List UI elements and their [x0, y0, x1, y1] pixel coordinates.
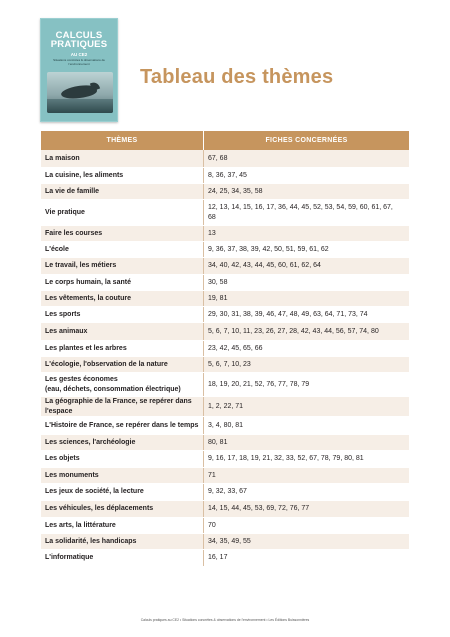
fiches-cell: 16, 17 — [208, 554, 228, 562]
table-row — [41, 291, 409, 307]
table-row — [41, 341, 409, 357]
table-row — [41, 357, 409, 373]
theme-cell: Vie pratique — [41, 200, 204, 225]
book-cover — [40, 18, 118, 122]
theme-cell: L'écologie, l'observation de la nature — [41, 357, 204, 372]
theme-cell: La cuisine, les aliments — [41, 168, 204, 183]
fiches-cell: 23, 42, 45, 65, 66 — [208, 344, 263, 352]
fiches-cell: 3, 4, 80, 81 — [208, 421, 244, 429]
fiches-cell: 67, 68 — [208, 154, 228, 162]
theme-cell: Les jeux de société, la lecture — [41, 484, 204, 500]
table-row — [41, 184, 409, 200]
table-row — [41, 373, 409, 397]
fiches-cell: 5, 6, 7, 10, 23 — [208, 360, 251, 368]
cover-level: AU CE2 — [70, 52, 88, 57]
fiches-cell: 13 — [208, 229, 216, 237]
table-row — [41, 242, 409, 258]
themes-table — [41, 131, 409, 567]
table-row — [41, 397, 409, 417]
theme-cell: Les arts, la littérature — [41, 518, 204, 533]
theme-cell: L'école — [41, 242, 204, 257]
fiches-cell: 24, 25, 34, 35, 58 — [208, 187, 263, 195]
table-row — [41, 258, 409, 275]
fiches-cell: 14, 15, 44, 45, 53, 69, 72, 76, 77 — [208, 505, 310, 513]
theme-cell: Les véhicules, les déplacements — [41, 501, 204, 517]
fiches-cell: 80, 81 — [208, 438, 228, 446]
cover-photo-whale — [47, 72, 113, 113]
theme-cell: Les monuments — [41, 468, 204, 483]
cover-title-line1: CALCULS — [55, 30, 103, 41]
fiches-cell: 9, 32, 33, 67 — [208, 488, 247, 496]
fiches-cell: 8, 36, 37, 45 — [208, 171, 247, 179]
fiches-cell: 9, 16, 17, 18, 19, 21, 32, 33, 52, 67, 78, 79, 80, 81 — [208, 455, 364, 463]
table-header — [41, 131, 409, 150]
cover-title — [41, 31, 117, 49]
fiches-cell: 12, 13, 14, 15, 16, 17, 36, 44, 45, 52, 53, 54, 59, 60, 61, 67, 68 — [208, 204, 393, 221]
cover-photo-sea — [47, 99, 113, 113]
table-row — [41, 168, 409, 184]
table-row — [41, 200, 409, 226]
fiches-cell: 34, 35, 49, 55 — [208, 537, 251, 545]
table-body — [41, 150, 409, 567]
fiches-cell: 34, 40, 42, 43, 44, 45, 60, 61, 62, 64 — [208, 262, 321, 270]
theme-cell: Faire les courses — [41, 226, 204, 241]
theme-cell: La géographie de la France, se repérer dans l'espace — [41, 397, 204, 416]
table-row — [41, 518, 409, 534]
theme-cell: Les vêtements, la couture — [41, 291, 204, 306]
page-title: Tableau des thèmes — [140, 66, 334, 88]
table-row — [41, 468, 409, 484]
theme-cell: La vie de famille — [41, 184, 204, 199]
theme-cell: Le travail, les métiers — [41, 258, 204, 274]
theme-cell: Les sciences, l'archéologie — [41, 435, 204, 450]
page-footer: Calculs pratiques au CE2 • Situations concrètes & observations de l'environnement • Les Éditions Buissonnières — [140, 618, 310, 622]
table-row — [41, 534, 409, 550]
header-fiches: FICHES CONCERNÉES — [265, 137, 348, 144]
table-row — [41, 150, 409, 168]
fiches-cell: 71 — [208, 471, 216, 479]
theme-cell: L'informatique — [41, 550, 204, 566]
theme-cell: Le corps humain, la santé — [41, 275, 204, 290]
fiches-cell: 29, 30, 31, 38, 39, 46, 47, 48, 49, 63, 64, 71, 73, 74 — [208, 310, 368, 318]
table-row — [41, 307, 409, 323]
fiches-cell: 70 — [208, 521, 216, 529]
table-row — [41, 501, 409, 518]
fiches-cell: 18, 19, 20, 21, 52, 76, 77, 78, 79 — [208, 380, 310, 388]
theme-cell: Les plantes et les arbres — [41, 341, 204, 356]
cover-title-line2: PRATIQUES — [50, 39, 108, 50]
table-row — [41, 323, 409, 341]
fiches-cell: 1, 2, 22, 71 — [208, 402, 244, 410]
table-row — [41, 275, 409, 291]
table-row — [41, 226, 409, 242]
theme-cell: Les objets — [41, 451, 204, 467]
theme-cell: L'Histoire de France, se repérer dans le temps — [41, 417, 204, 434]
header-themes: THÈMES — [41, 131, 204, 150]
cover-top-text — [43, 23, 115, 29]
theme-cell: La maison — [41, 150, 204, 167]
fiches-cell: 9, 36, 37, 38, 39, 42, 50, 51, 59, 61, 62 — [208, 245, 329, 253]
table-row — [41, 484, 409, 501]
theme-cell: Les animaux — [41, 323, 204, 340]
table-row — [41, 417, 409, 435]
cover-subtitle: Situations concrètes & observations de l'environnement — [53, 58, 105, 66]
fiches-cell: 5, 6, 7, 10, 11, 23, 26, 27, 28, 42, 43, 44, 56, 57, 74, 80 — [208, 327, 379, 335]
table-row — [41, 435, 409, 451]
fiches-cell: 30, 58 — [208, 278, 228, 286]
theme-cell: Les sports — [41, 307, 204, 322]
theme-cell: Les gestes économes (eau, déchets, consommation électrique) — [41, 373, 204, 396]
table-row — [41, 451, 409, 468]
table-row — [41, 550, 409, 567]
fiches-cell: 19, 81 — [208, 294, 228, 302]
theme-cell: La solidarité, les handicaps — [41, 534, 204, 549]
